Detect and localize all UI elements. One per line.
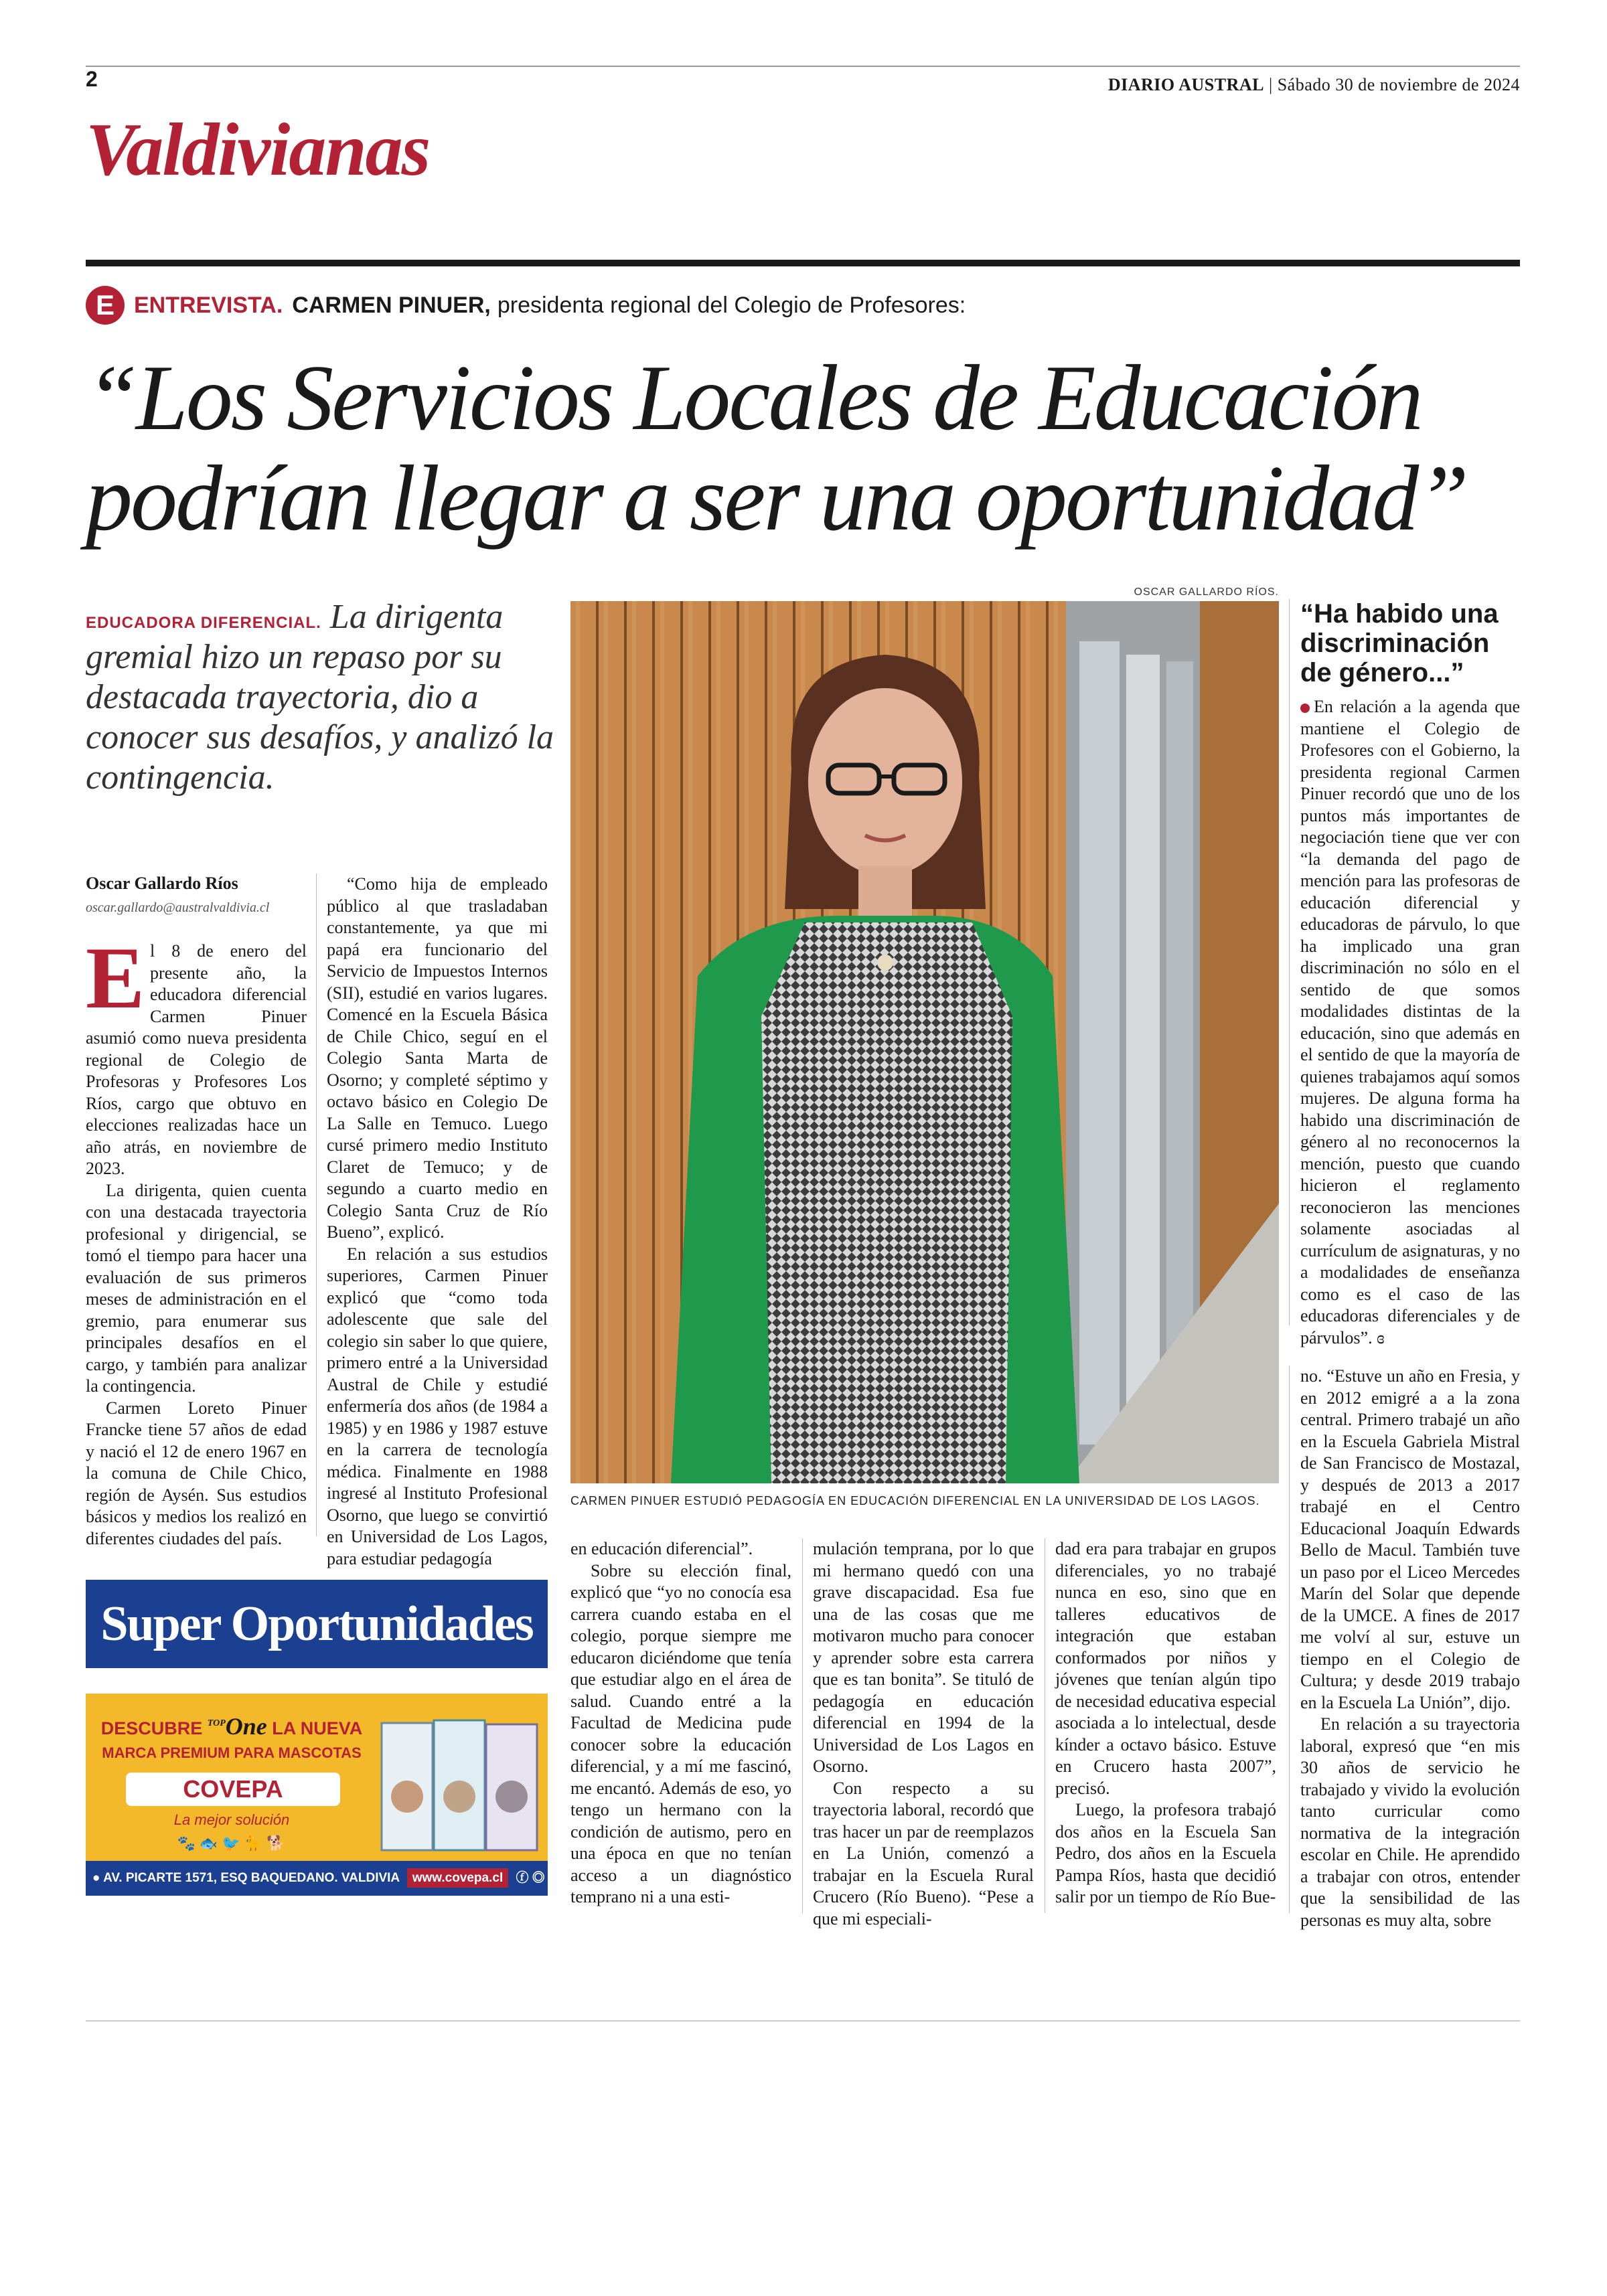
- section-title: Valdivianas: [86, 108, 430, 191]
- col1-first-paragraph: l 8 de enero del presente año, la educadora diferencial Carmen Pinuer asumió como nueva presidenta regional de Colegio de Profesoras y Profesores Los Ríos, cargo que obtuvo en elecciones realizadas hace un año atrás, en noviembre de 2023.: [86, 941, 307, 1178]
- brand-one: One: [225, 1713, 267, 1740]
- company-slogan: La mejor solución: [173, 1811, 290, 1828]
- end-mark-icon: ɞ: [1377, 1327, 1385, 1347]
- col4-paragraph-1: mulación temprana, por lo que mi hermano quedó con una grave discapacidad. Esa fue una de las cosas que me motivaron mucho para conocer y aprender sobre esta carrera que es tan bonita”. Se tituló de pedagogía en educación diferencial en 1994 de la Universidad de Los Lagos en Osorno.: [813, 1539, 1034, 1776]
- kicker: [86, 284, 966, 327]
- ad-address: AV. PICARTE 1571, ESQ BAQUEDANO. VALDIVIA: [103, 1871, 400, 1885]
- body-column-2: [327, 874, 548, 1570]
- kicker-name: CARMEN PINUER,: [292, 292, 491, 318]
- byline-author: Oscar Gallardo Ríos: [86, 874, 238, 893]
- col6-paragraph-1: no. “Estuve un año en Fresia, y en 2012 emigré a a la zona central. Primero trabajé un año en la Escuela Gabriela Mistral de San Francisco de Mostazal, y después de 2013 a 2017 trabajé en el Centro Educacional Joaquín Edwards Bello de Macul. También tuve un paso por el Liceo Mercedes Marín del Solar que depende de la UMCE. A fines de 2017 me volví al sur, estuve un tiempo en el Colegio de Cultura; y desde 2019 trabajo en la Escuela La Unión”, dijo.: [1300, 1366, 1520, 1712]
- brand-top: TOP: [207, 1718, 226, 1728]
- column-rule-4: [1289, 1366, 1290, 1913]
- lead-label: EDUCADORA DIFERENCIAL.: [86, 614, 321, 632]
- byline-email: oscar.gallardo@australvaldivia.cl: [86, 900, 270, 915]
- pet-icons: 🐾🐟🐦🐈🐕: [177, 1835, 289, 1852]
- column-rule-1: [316, 874, 317, 1536]
- col6-paragraph-2: En relación a su trayectoria laboral, expresó que “en mis 30 años de servicio he trabajado y vivido la evolución tanto curricular como normativa de la integración escolar en Chile. He aprendido a trabajar con otros, entender que la sensibilidad de las personas es muy alta, sobre: [1300, 1714, 1520, 1930]
- column-rule-2: [802, 1538, 803, 1913]
- col2-paragraph-1: “Como hija de empleado público al que trasladaban constantemente, ya que mi papá era funcionario del Servicio de Impuestos Internos (SII), estudié en varios lugares. Comencé en la Escuela Básica de Chile Chico, seguí en el Colegio Santa Marta de Osorno; y completé séptimo y octavo básico en Colegio De La Salle en Temuco. Luego cursé primero medio Instituto Claret de Temuco; y de segundo a cuarto medio en Colegio Santa Cruz de Río Bueno”, explicó.: [327, 874, 548, 1242]
- paper-name: DIARIO AUSTRAL: [1107, 75, 1264, 94]
- promo-word-nueva: LA NUEVA: [272, 1718, 363, 1738]
- photo-caption: CARMEN PINUER ESTUDIÓ PEDAGOGÍA EN EDUCACIÓN DIFERENCIAL EN LA UNIVERSIDAD DE LOS LAGOS.: [570, 1494, 1260, 1507]
- drop-cap: E: [86, 928, 145, 1027]
- col5-paragraph-2: Luego, la profesora trabajó dos años en la Escuela San Pedro, dos años en la Escuela Pampa Ríos, hasta que decidió salir por un tiempo de Río Bue-: [1055, 1800, 1276, 1906]
- col1-paragraph-2: La dirigenta, quien cuenta con una destacada trayectoria profesional y dirigencial, se tomó el tiempo para hacer una evaluación de sus primeros meses de administración en el gremio, para enumerar sus principales desafíos en el cargo, y también para analizar la contingencia.: [86, 1180, 307, 1396]
- promo-line-1: [98, 1712, 366, 1740]
- location-pin-icon: ●: [92, 1871, 100, 1885]
- red-bullet-icon: [1300, 704, 1310, 713]
- col1-paragraph-3: Carmen Loreto Pinuer Francke tiene 57 años de edad y nació el 12 de enero 1967 en la comuna de Chile Chico, región de Aysén. Sus estudios básicos y medios los realizó en diferentes ciudades del país.: [86, 1398, 307, 1548]
- lead-text: La dirigenta gremial hizo un repaso por su destacada trayectoria, dio a conocer sus desafíos, y analizó la contingencia.: [86, 598, 554, 797]
- page-footer-rule: [86, 2020, 1520, 2022]
- body-column-6: [1300, 1366, 1520, 1931]
- body-column-5: [1055, 1538, 1276, 1908]
- col3-paragraph-2: Sobre su elección final, explicó que “yo no conocía esa carrera cuando estaba en el colegio, porque siempre me educaron diciéndome que tenía que estudiar algo en el área de salud. Cuando entré a la Facultad de Medicina pude conocer sobre la educación diferencial, y a mí me fascinó, me encantó. Además de eso, yo tengo un hermano con la condición de autismo, pero en una época en que no tenían acceso a un diagnóstico temprano ni a una esti-: [570, 1560, 791, 1906]
- product-bags: [380, 1716, 538, 1854]
- photo-credit: OSCAR GALLARDO RÍOS.: [1134, 586, 1279, 598]
- page-number: 2: [86, 67, 98, 91]
- covepa-ad[interactable]: [86, 1694, 548, 1920]
- body-column-3: [570, 1538, 791, 1908]
- body-column-4: [813, 1538, 1034, 1930]
- sidebar-body: [1300, 696, 1520, 1349]
- lead-paragraph: [86, 597, 554, 798]
- kicker-type: ENTREVISTA.: [134, 292, 283, 318]
- sidebar-rule: [1289, 599, 1290, 1325]
- issue-date: Sábado 30 de noviembre de 2024: [1277, 75, 1520, 94]
- col2-paragraph-2: En relación a sus estudios superiores, Carmen Pinuer explicó que “como toda adolescente que sale del colegio sin saber lo que quiere, primero entré a la Universidad Austral de Chile y estudié enfermería dos años (de 1984 a 1985) y en 1986 y 1987 estuve en la carrera de tecnología médica. Finalmente en 1988 ingresé al Instituto Profesional Osorno, que luego se convirtió en Universidad de Los Lagos, para estudiar pedagogía: [327, 1244, 548, 1568]
- portrait-illustration: [570, 601, 1279, 1483]
- sidebar-title: “Ha habido una discriminación de género...”: [1300, 599, 1499, 687]
- portrait-photo: [570, 601, 1279, 1483]
- body-column-1: [86, 928, 307, 1550]
- social-icons: ⓕ ◎ ⓘ: [86, 1871, 545, 1920]
- promo-line-2: MARCA PREMIUM PARA MASCOTAS: [102, 1744, 362, 1761]
- col4-paragraph-2: Con respecto a su trayectoria laboral, recordó que tras hacer un par de reemplazos en La Unión, comenzó a trabajar en la Escuela Rural Crucero (Río Bueno). “Pese a que mi especiali-: [813, 1778, 1034, 1929]
- covepa-logo: COVEPA: [126, 1773, 340, 1806]
- headline: “Los Servicios Locales de Educación podrían llegar a ser una oportunidad”: [86, 346, 1468, 550]
- promo-word-descubre: DESCUBRE: [100, 1718, 203, 1738]
- entrevista-badge: E: [86, 286, 125, 325]
- col3-paragraph-1: en educación diferencial”.: [570, 1539, 753, 1558]
- kicker-role: presidenta regional del Colegio de Profesores:: [497, 292, 966, 318]
- brand-logo: [208, 1713, 267, 1740]
- sidebar-text: En relación a la agenda que mantiene el Colegio de Profesores con el Gobierno, la presidenta regional Carmen Pinuer recordó que uno de los puntos más importantes de negociación tiene que ver con “la demanda del pago de mención para las profesoras de educación diferencial y educadoras de párvulo, lo que ha implicado una gran discriminación no sólo en el sentido de que somos modalidades distintas de la educación, sino que además en el sentido de que la mayoría de quienes trabajamos aquí somos mujeres. De alguna forma ha habido una discriminación de género al no reconocernos la mención, puesto que cuando hicieron el reglamento reconocieron las menciones solamente asociadas al currículum de asignaturas, y no a modalidades de enseñanza como es el caso de las educadoras diferenciales y de párvulos”.: [1300, 697, 1520, 1347]
- col5-paragraph-1: dad era para trabajar en grupos diferenciales, yo no trabajé nunca en eso, sino que en talleres educativos de integración que estaban conformados por niños y jóvenes que tenían algún tipo de necesidad educativa especial asociada a lo intelectual, desde kínder a octavo básico. Estuve en Crucero hasta 2007”, precisó.: [1055, 1539, 1276, 1798]
- super-oportunidades-banner[interactable]: Super Oportunidades: [86, 1580, 548, 1668]
- masthead-dateline: DIARIO AUSTRAL | Sábado 30 de noviembre de 2024: [1107, 75, 1520, 94]
- ad-footer: [86, 1861, 548, 1920]
- section-divider: [86, 260, 1520, 266]
- ad-website[interactable]: www.covepa.cl: [407, 1868, 509, 1888]
